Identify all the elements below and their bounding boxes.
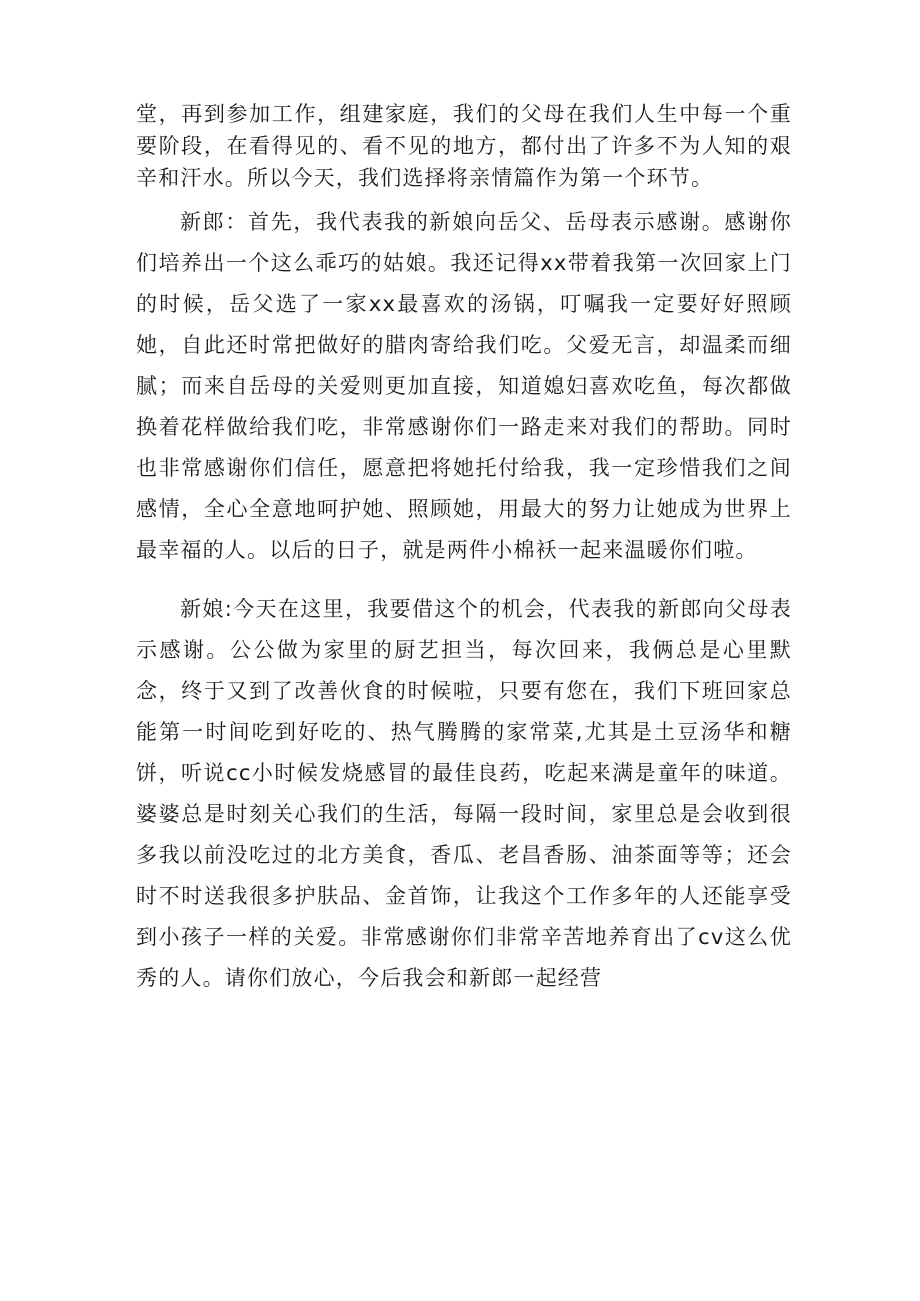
bride-speech-paragraph: 新娘:今天在这里，我要借这个的机会，代表我的新郎向父母表示感谢。公公做为家里的厨艺担当，每次回来，我俩总是心里默念，终于又到了改善伙食的时候啦，只要有您在，我们下班回家总能第一时间吃到好吃的、热气腾腾的家常菜,尤其是土豆汤华和糖饼，听说cc小时候发烧感冒的最佳良药，吃起来满是童年的味道。婆婆总是时刻关心我们的生活，每隔一段时间，家里总是会收到很多我以前没吃过的北方美食，香瓜、老昌香肠、油茶面等等；还会时不时送我很多护肤品、金首饰，让我这个工作多年的人还能享受到小孩子一样的关爱。非常感谢你们非常辛苦地养育出了cv这么优秀的人。请你们放心，今后我会和新郎一起经营 bbox=[136, 597, 792, 990]
intro-paragraph: 堂，再到参加工作，组建家庭，我们的父母在我们人生中每一个重要阶段，在看得见的、看不见的地方，都付出了许多不为人知的艰辛和汗水。所以今天，我们选择将亲情篇作为第一个环节。 bbox=[136, 102, 792, 190]
document-body bbox=[136, 98, 792, 999]
groom-speech-paragraph: 新郎：首先，我代表我的新娘向岳父、岳母表示感谢。感谢你们培养出一个这么乖巧的姑娘。我还记得xx带着我第一次回家上门的时候，岳父选了一家xx最喜欢的汤锅，叮嘱我一定要好好照顾她，自此还时常把做好的腊肉寄给我们吃。父爱无言，却温柔而细腻；而来自岳母的关爱则更加直接，知道媳妇喜欢吃鱼，每次都做换着花样做给我们吃，非常感谢你们一路走来对我们的帮助。同时也非常感谢你们信任，愿意把将她托付给我，我一定珍惜我们之间感情，全心全意地呵护她、照顾她，用最大的努力让她成为世界上最幸福的人。以后的日子，就是两件小棉袄一起来温暖你们啦。 bbox=[136, 210, 792, 562]
